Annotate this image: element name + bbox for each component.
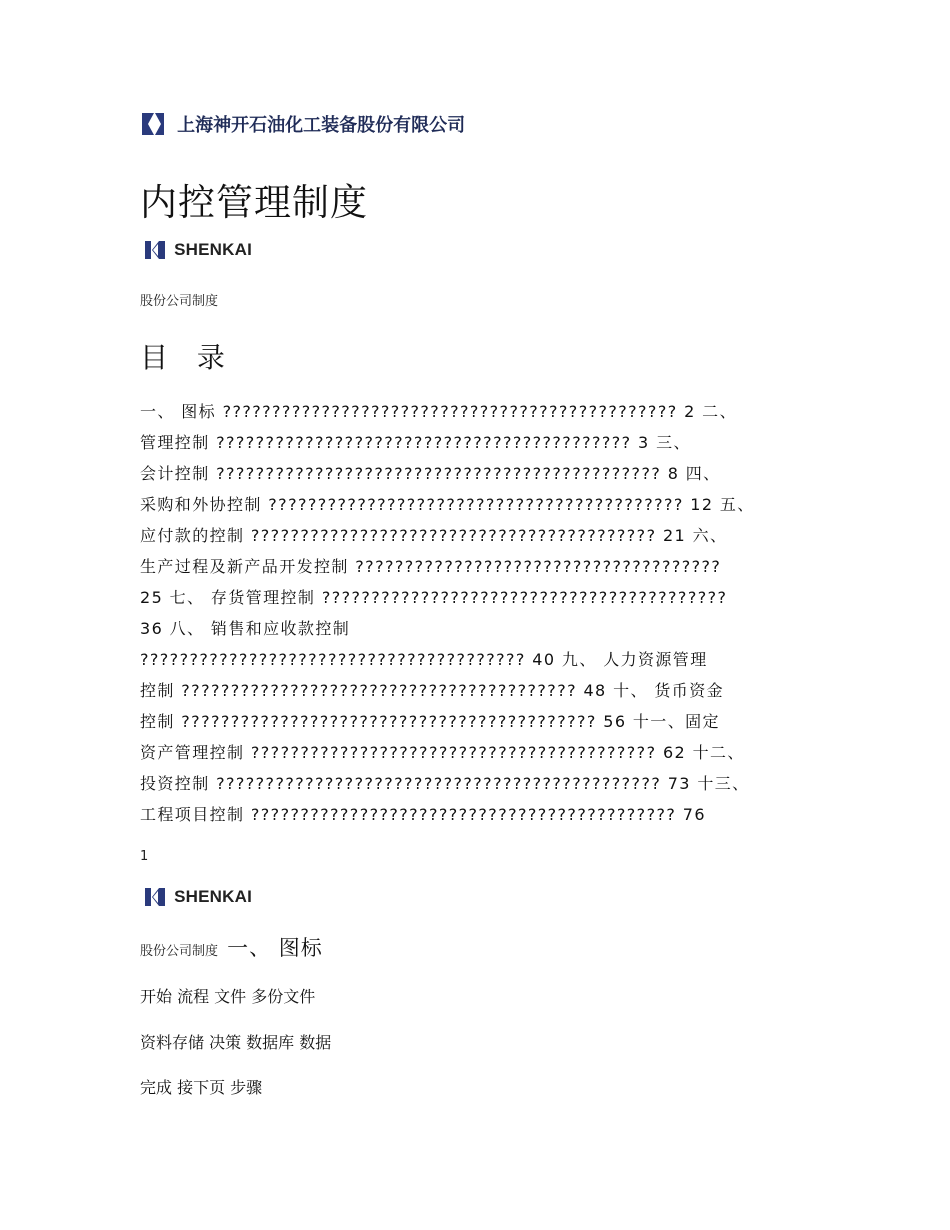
- toc-line: 一、 图标 ?????????????????????????????????????????????? 2 二、: [140, 402, 737, 421]
- brand-logo: [144, 239, 252, 261]
- page2-subtitle: 股份公司制度: [140, 944, 219, 959]
- toc-line: 控制 ???????????????????????????????????????? 48 十、 货币资金: [140, 681, 724, 700]
- brand-logo-page2: [144, 886, 252, 908]
- toc-line: 控制 ?????????????????????????????????????????? 56 十一、固定: [140, 712, 720, 731]
- toc-heading: 目 录: [140, 341, 235, 374]
- toc-line: ??????????????????????????????????????? 40 九、 人力资源管理: [140, 650, 708, 669]
- toc-line: 36 八、 销售和应收款控制: [140, 619, 351, 638]
- toc-line: 应付款的控制 ????????????????????????????????????????? 21 六、: [140, 526, 728, 545]
- table-of-contents: [140, 396, 820, 830]
- toc-line: 采购和外协控制 ?????????????????????????????????????????? 12 五、: [140, 495, 755, 514]
- company-header: [140, 111, 465, 139]
- toc-line: 工程项目控制 ??????????????????????????????????????????? 76: [140, 805, 706, 824]
- toc-line: 投资控制 ????????????????????????????????????????????? 73 十三、: [140, 774, 750, 793]
- toc-line: 管理控制 ?????????????????????????????????????????? 3 三、: [140, 433, 691, 452]
- toc-line: 会计控制 ????????????????????????????????????????????? 8 四、: [140, 464, 721, 483]
- company-logo-icon: [140, 111, 166, 137]
- brand-logo-text: SHENKAI: [174, 887, 253, 906]
- document-subtitle: 股份公司制度: [140, 294, 219, 309]
- page-number: 1: [140, 849, 149, 864]
- shenkai-logo-icon: [144, 886, 166, 908]
- legend-row: 资料存储 决策 数据库 数据: [140, 1033, 332, 1052]
- toc-line: 生产过程及新产品开发控制 ?????????????????????????????????????: [140, 557, 722, 576]
- legend-row: 开始 流程 文件 多份文件: [140, 987, 316, 1006]
- document-title: 内控管理制度: [140, 181, 368, 224]
- company-name: 上海神开石油化工装备股份有限公司: [177, 115, 466, 136]
- section-title: 一、 图标: [227, 936, 323, 960]
- toc-line: 资产管理控制 ????????????????????????????????????????? 62 十二、: [140, 743, 745, 762]
- legend-row: 完成 接下页 步骤: [140, 1078, 263, 1097]
- brand-logo-text: SHENKAI: [174, 240, 253, 259]
- toc-line: 25 七、 存货管理控制 ?????????????????????????????????????????: [140, 588, 728, 607]
- shenkai-logo-icon: [144, 239, 166, 261]
- page2-heading-row: [140, 932, 323, 962]
